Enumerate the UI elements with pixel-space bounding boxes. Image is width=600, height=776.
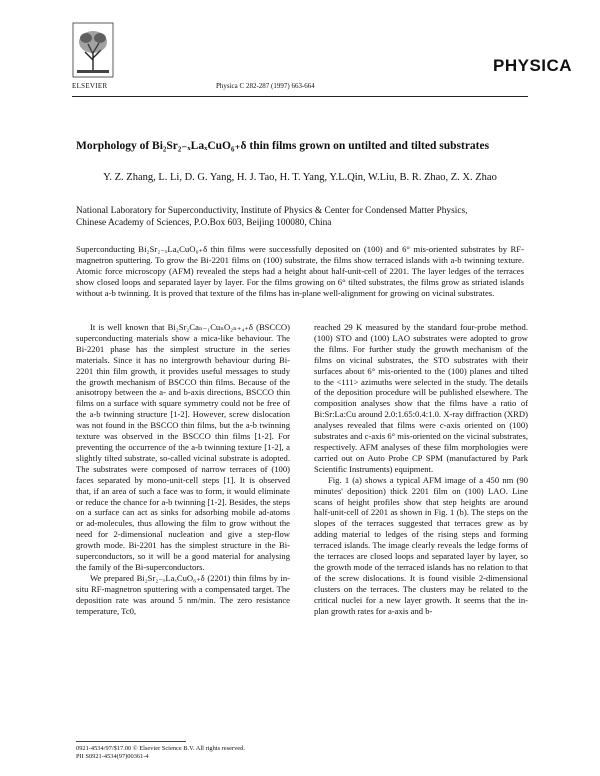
journal-reference: Physica C 282-287 (1997) 663-664 [216,82,315,90]
header-divider [72,96,528,97]
paragraph: It is well known that Bi₂Sr₂Caₙ₋₁CuₙO₂ₙ₊₄₊δ (BSCCO) superconducting materials show a mica-like behaviour. The Bi-2201 phase has the simplest structure in the series materials. Since it has no intergrowth behaviour during Bi-2201 thin film growth, it provides useful messages to study the growth mechanism of BSCCO thin films. Because of the anisotropy between the a- and b-axis directions, BSCCO thin films on a surface with square symmetry could not be free of the a-b twinning structure [1-2]. However, screw dislocation was not found in the BSCCO thin films, but the a-b twinning texture was observed in the BSCCO thin films [1-2]. For preventing the occurrence of the a-b twinning texture [1-2], a slightly tilted substrate, so-called vicinal substrate is adopted. The substrates were composed of narrow terraces of (100) faces separated by mono-unit-cell steps [1]. It is observed that, if an area of such a face was to form, it would eliminate or reduce the chance for a-b twinning [1-2]. Besides, the steps on a surface can act as sinks for adsorbing mobile ad-atoms or ad-molecules, thus allowing the film to grow without the need for 2-dimensional nucleation and give a step-flow growth mode. Bi-2201 has the simplest structure in the Bi-superconductors, so it will be a good material for analysing the family of the Bi-superconductors. [76,322,290,572]
article-title: Morphology of Bi₂Sr₂₋ₓLaₓCuO₆₊δ thin films grown on untilted and tilted substrates [76,140,490,152]
affiliation-line: Chinese Academy of Sciences, P.O.Box 603, Beijing 100080, China [76,218,332,228]
body-column-right [314,322,528,616]
copyright-footer [76,745,245,761]
publisher-name: ELSEVIER [72,82,108,90]
copyright-line: 0921-4534/97/$17.00 © Elsevier Science B.V. All rights reserved. [76,745,245,752]
abstract: Superconducting Bi₂Sr₂₋ₓLaₓCuO₆₊δ thin films were successfully deposited on (100) and 6° mis-oriented substrates by RF-magnetron sputtering. To grow the Bi-2201 films on (100) substrate, the films show terraced islands with a-b twinning texture. Atomic force microscopy (AFM) revealed the steps had a height about half-unit-cell of 2201. The layer ledges of the terraces show closed loops and separated layer by layer. For the films growing on 6° tilted substrates, the films grow as striated islands without a-b twinning. It is proved that texture of the films has in-plane well-alignment for growing on vicinal substrates. [76,244,524,298]
footer-divider [76,741,186,742]
affiliation [76,205,524,229]
paragraph: Fig. 1 (a) shows a typical AFM image of a 450 nm (90 minutes' deposition) thick 2201 film on (100) LAO. Line scans of height profiles show that step heights are around half-unit-cell of 2201 as shown in Fig. 1 (b). The steps on the slopes of the terraces suggested that terraces grew as by adding material to ledges of the rising steps and forming terraced islands. The image clearly reveals the ledge forms of the terraces are closed loops and separated layer by layer, so the growth mode of the terraced islands has no relation to that of the screw dislocations. It is found visible 2-dimensional clusters on the terraces. The clusters may be related to the critical nuclei for a new layer growth. It seems that the in-plan growth rates for a-axis and b- [314,474,528,616]
paragraph: We prepared Bi₂Sr₂₋ₓLaₓCuO₆₊δ (2201) thin films by in-situ RF-magnetron sputtering with a compensated target. The deposition rate was around 5 nm/min. The zero resistance temperature, Tc0, [76,572,290,616]
paragraph: reached 29 K measured by the standard four-probe method. (100) STO and (100) LAO substrates were adopted to grow the films. For further study the growth mechanism of the films on vicinal substrates, the STO substrates with their surfaces about 6° mis-oriented to the (100) planes and tilted to the <111> azimuths were selected in the study. The details of the deposition procedure will be published elsewhere. The composition analyses show that the films have a ratio of Bi:Sr:La:Cu around 2.0:1.65:0.4:1.0. X-ray diffraction (XRD) analyses revealed that films were c-axis oriented on (100) substrates and c-axis 6° mis-oriented on the vicinal substrates, respectively. AFM analyses of these film morphologies were carried out on Auto Probe CP SPM (manufactured by Park Scientific Instruments) equipment. [314,322,528,474]
journal-logo: PHYSICA [493,56,573,75]
affiliation-line: National Laboratory for Superconductivity, Institute of Physics & Center for Condensed Matter Physics, [76,206,468,216]
body-column-left [76,322,290,616]
author-list: Y. Z. Zhang, L. Li, D. G. Yang, H. J. Tao, H. T. Yang, Y.L.Qin, W.Liu, B. R. Zhao, Z. X. Zhao [103,172,497,183]
pii-line: PII S0921-4534(97)00361-4 [76,753,149,760]
elsevier-tree-logo [72,22,114,78]
